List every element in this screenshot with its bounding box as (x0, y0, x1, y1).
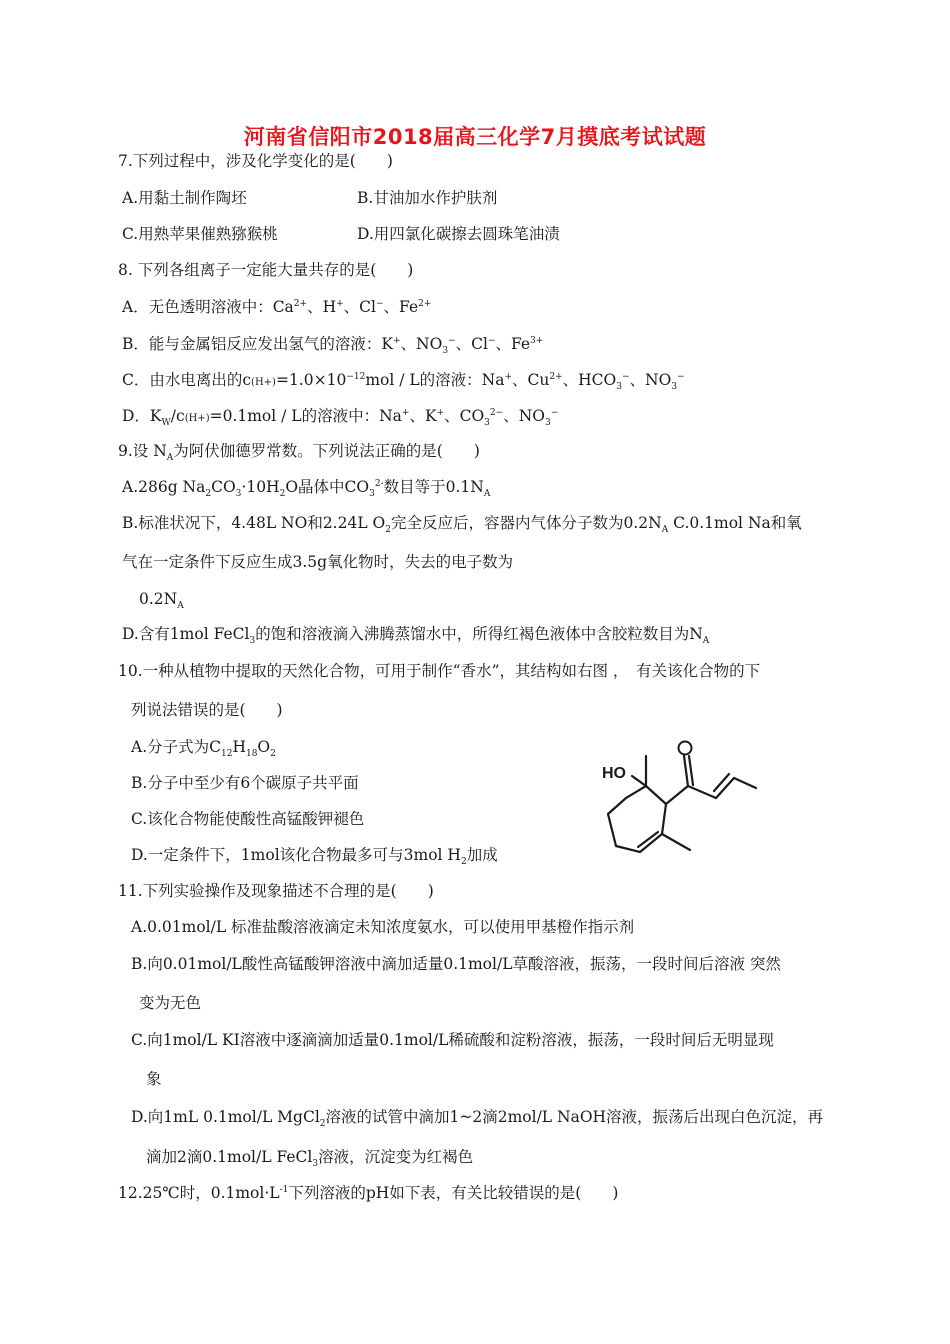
question-11-option-b: B.向0.01mol/L酸性高锰酸钾溶液中滴加适量0.1mol/L草酸溶液，振荡，一段时间后溶液 突然 (131, 955, 781, 973)
question-8-stem: 8. 下列各组离子一定能大量共存的是( ) (118, 261, 414, 279)
question-11-option-a: A.0.01mol/L 标准盐酸溶液滴定未知浓度氨水，可以使用甲基橙作指示剂 (131, 918, 635, 936)
question-9-stem: 9.设 $N_A$为阿伏伽德罗常数。下列说法正确的是( ) (118, 442, 480, 464)
question-11-option-b-continued: 变为无色 (139, 994, 202, 1012)
question-7-option-d: D.用四氯化碳擦去圆珠笔油渍 (357, 225, 560, 243)
question-11-stem: 11.下列实验操作及现象描述不合理的是( ) (118, 882, 434, 900)
question-11-option-d-continued: 滴加2滴0.1mol/L FeCl$_3$溶液，沉淀变为红褐色 (146, 1148, 474, 1170)
question-9-option-a: A.286g $Na_2CO_3\cdot 10H_2O$晶体中$CO_3^{2-}$数目等于$0.1N_A$ (122, 478, 491, 500)
question-11-option-c: C.向1mol/L KI溶液中逐滴滴加适量0.1mol/L稀硫酸和淀粉溶液，振荡，一段时间后无明显现 (131, 1031, 774, 1049)
cyclohexene-ring (608, 786, 666, 852)
document-title: 河南省信阳市2018届高三化学7月摸底考试试题 (243, 125, 707, 149)
question-10-option-c: C.该化合物能使酸性高锰酸钾褪色 (131, 810, 365, 828)
question-7-stem: 7.下列过程中，涉及化学变化的是( ) (118, 152, 393, 170)
question-7-option-c: C.用熟苹果催熟猕猴桃 (122, 225, 278, 243)
question-10-option-d: D.一定条件下，1mol该化合物最多可与3mol $H_2$加成 (131, 846, 498, 868)
question-11-option-d: D.向1mL 0.1mol/L MgCl$_2$溶液的试管中滴加1~2滴2mol/L NaOH溶液，振荡后出现白色沉淀，再 (131, 1108, 824, 1130)
question-8-option-b: B．能与金属铝反应发出氢气的溶液：K+、$NO_3^-$、Cl−、$Fe^{3+}$ (122, 335, 544, 357)
compound-structure-diagram (596, 736, 768, 871)
question-8-option-d: D．$K_W/c(H+)=0.1mol / L$的溶液中：Na+、K+、$CO_3^{2-}$、$NO_3^-$ (122, 407, 559, 429)
question-10-stem-continued: 列说法错误的是( ) (131, 701, 283, 719)
question-8-option-c: C．由水电离出的$c(H+)=1.0\times 10^{-12}mol / L$的溶液：Na+、$Cu^{2+}$、$HCO_3^-$、$NO_3^-$ (122, 371, 685, 393)
question-10-option-b: B.分子中至少有6个碳原子共平面 (131, 774, 359, 792)
question-8-option-a: A．无色透明溶液中：$Ca^{2+}$、H+、Cl−、$Fe^{2+}$ (122, 298, 432, 316)
carbonyl-oxygen (679, 742, 692, 755)
question-9-option-d: D.含有1mol FeCl$_3$的饱和溶液滴入沸腾蒸馏水中，所得红褐色液体中含胶粒数目为$N_A$ (122, 625, 710, 647)
question-9-option-b: B.标准状况下，4.48L NO和2.24L $O_2$完全反应后，容器内气体分子数为$0.2N_A$ C.0.1mol Na和氧 (122, 514, 802, 536)
question-9-option-c-continued: 气在一定条件下反应生成3.5g氧化物时，失去的电子数为 (122, 553, 514, 571)
question-12-stem: 12.25℃时，$0.1mol\cdot L^{-1}$下列溶液的pH如下表，有关比较错误的是( ) (118, 1184, 619, 1202)
question-7-option-a: A.用黏土制作陶坯 (122, 189, 247, 207)
question-9-option-c-answer: $0.2N_A$ (139, 590, 184, 612)
question-7-option-b: B.甘油加水作护肤剂 (357, 189, 498, 207)
question-10-stem: 10.一种从植物中提取的天然化合物，可用于制作“香水”，其结构如右图 ， 有关该化合物的下 (118, 662, 761, 680)
hydroxyl-label: HO (602, 765, 626, 782)
question-11-option-c-continued: 象 (146, 1070, 162, 1088)
question-10-option-a: A.分子式为$C_{12}H_{18}O_2$ (131, 738, 276, 760)
